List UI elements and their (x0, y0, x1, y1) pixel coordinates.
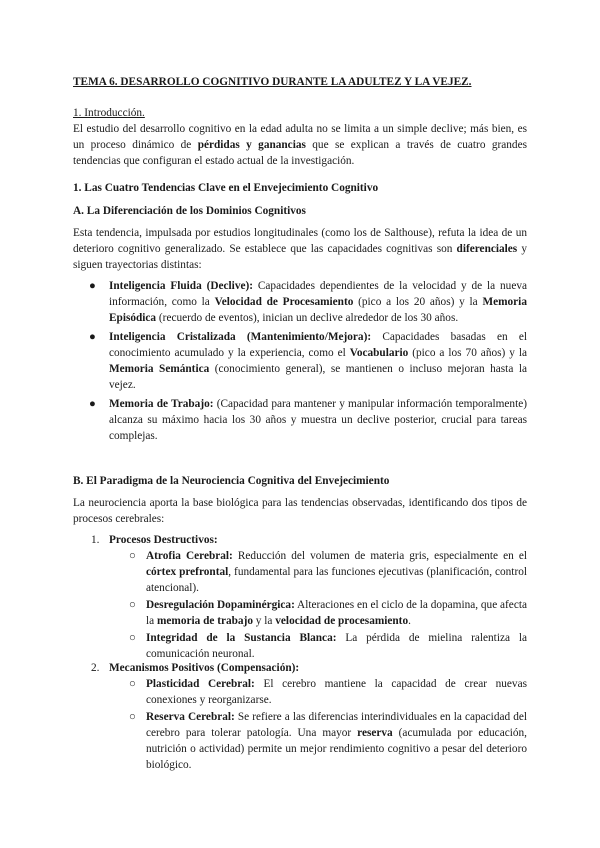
section-b-heading: B. El Paradigma de la Neurociencia Cognitiva del Envejecimiento (73, 475, 390, 487)
intro-text-1: El estudio del desarrollo cognitivo en la edad adulta no se limita a un simple declive; más bien, es un proceso dinámico de (73, 123, 527, 151)
list-item (73, 396, 527, 444)
bullet-label: Inteligencia Fluida (Declive): (109, 280, 254, 292)
sub-label: Plasticidad Cerebral: (146, 678, 255, 690)
bullet-bold: Memoria Semántica (109, 363, 210, 375)
list-item (73, 278, 527, 326)
list-item (129, 676, 527, 708)
sub-text: El cerebro mantiene la capacidad de crear nuevas conexiones y reorganizarse. (146, 678, 527, 706)
sub-label: Integridad de la Sustancia Blanca: (146, 632, 337, 644)
bullet-text: (pico a los 20 años) y la (353, 296, 483, 308)
item-number: 1. (91, 534, 100, 546)
destructive-processes-list (129, 548, 527, 663)
sub-label: Desregulación Dopaminérgica: (146, 599, 295, 611)
intro-bold: pérdidas y ganancias (197, 139, 306, 151)
sub-bold: memoria de trabajo (156, 615, 253, 627)
sub-text: . (408, 615, 411, 627)
sub-bold: córtex prefrontal (146, 566, 229, 578)
list-item (129, 709, 527, 773)
bullet-text: (pico a los 70 años) y la (408, 347, 527, 359)
bullet-text: (conocimiento general), se mantienen o incluso mejoran hasta la vejez. (109, 363, 527, 391)
sub-text: Reducción del volumen de materia gris, especialmente en el (232, 550, 527, 562)
section-a-paragraph (73, 225, 527, 273)
bullet-bold: Memoria Episódica (109, 296, 527, 324)
list-item (129, 630, 527, 662)
section-b-paragraph: La neurociencia aporta la base biológica para las tendencias observadas, identificando dos tipos de procesos cerebrales: (73, 497, 527, 525)
section-1-heading: 1. Las Cuatro Tendencias Clave en el Envejecimiento Cognitivo (73, 182, 379, 194)
sub-text: Se refiere a las diferencias interindividuales en la capacidad del cerebro para tolerar patología. Una mayor (146, 711, 527, 739)
circle-bullet-icon: ○ (129, 678, 136, 690)
sub-bold: reserva (357, 727, 393, 739)
bullet-icon: ● (89, 280, 96, 292)
sub-text: , fundamental para las funciones ejecutivas (planificación, control atencional). (146, 566, 527, 594)
bullet-bold: Velocidad de Procesamiento (214, 296, 354, 308)
bullet-icon: ● (89, 398, 96, 410)
bullet-text: Capacidades basadas en el conocimiento acumulado y la experiencia, como el (109, 331, 527, 359)
circle-bullet-icon: ○ (129, 632, 136, 644)
bullet-text: (recuerdo de eventos), inician un declive alrededor de los 30 años. (156, 312, 459, 324)
numbered-item-1 (91, 532, 218, 548)
section-a-text-1: Esta tendencia, impulsada por estudios longitudinales (como los de Salthouse), refuta la idea de un deterioro cognitivo generalizado. Se establece que las capacidades cognitivas son (73, 227, 527, 255)
circle-bullet-icon: ○ (129, 711, 136, 723)
intro-heading: 1. Introducción. (73, 107, 145, 119)
positive-mechanisms-list (129, 676, 527, 774)
section-a-text-2: y siguen trayectorias distintas: (73, 243, 527, 271)
sub-text: Alteraciones en el ciclo de la dopamina, que afecta la (146, 599, 527, 627)
section-a-bold: diferenciales (456, 243, 518, 255)
tendencies-list (73, 278, 527, 447)
sub-label: Reserva Cerebral: (146, 711, 235, 723)
intro-paragraph (73, 121, 527, 169)
sub-text: (acumulada por educación, nutrición o actividad) permite un mejor rendimiento cognitivo a pesar del deterioro biológico. (146, 727, 527, 771)
item-label: Procesos Destructivos: (109, 534, 218, 546)
bullet-text: Capacidades dependientes de la velocidad y de la nueva información, como la (109, 280, 527, 308)
bullet-bold: Vocabulario (349, 347, 409, 359)
sub-text: y la (252, 615, 276, 627)
item-label: Mecanismos Positivos (Compensación): (109, 662, 300, 674)
bullet-label: Memoria de Trabajo: (109, 398, 214, 410)
circle-bullet-icon: ○ (129, 550, 136, 562)
section-a-heading: A. La Diferenciación de los Dominios Cognitivos (73, 205, 306, 217)
sub-text: La pérdida de mielina ralentiza la comunicación neuronal. (146, 632, 528, 660)
bullet-icon: ● (89, 331, 96, 343)
numbered-item-2 (91, 660, 299, 676)
list-item (129, 548, 527, 596)
page-title: TEMA 6. DESARROLLO COGNITIVO DURANTE LA ADULTEZ Y LA VEJEZ. (73, 76, 472, 88)
item-number: 2. (91, 662, 100, 674)
intro-text-2: que se explican a través de cuatro grandes tendencias que configuran el estado actual de la investigación. (73, 139, 527, 167)
list-item (129, 597, 527, 629)
bullet-text: (Capacidad para mantener y manipular información temporalmente) alcanza su máximo hacia los 30 años y muestra un declive posterior, crucial para tareas complejas. (109, 398, 527, 442)
sub-bold: velocidad de procesamiento (275, 615, 409, 627)
list-item (73, 329, 527, 393)
circle-bullet-icon: ○ (129, 599, 136, 611)
bullet-label: Inteligencia Cristalizada (Mantenimiento/Mejora): (109, 331, 372, 343)
sub-label: Atrofia Cerebral: (146, 550, 233, 562)
